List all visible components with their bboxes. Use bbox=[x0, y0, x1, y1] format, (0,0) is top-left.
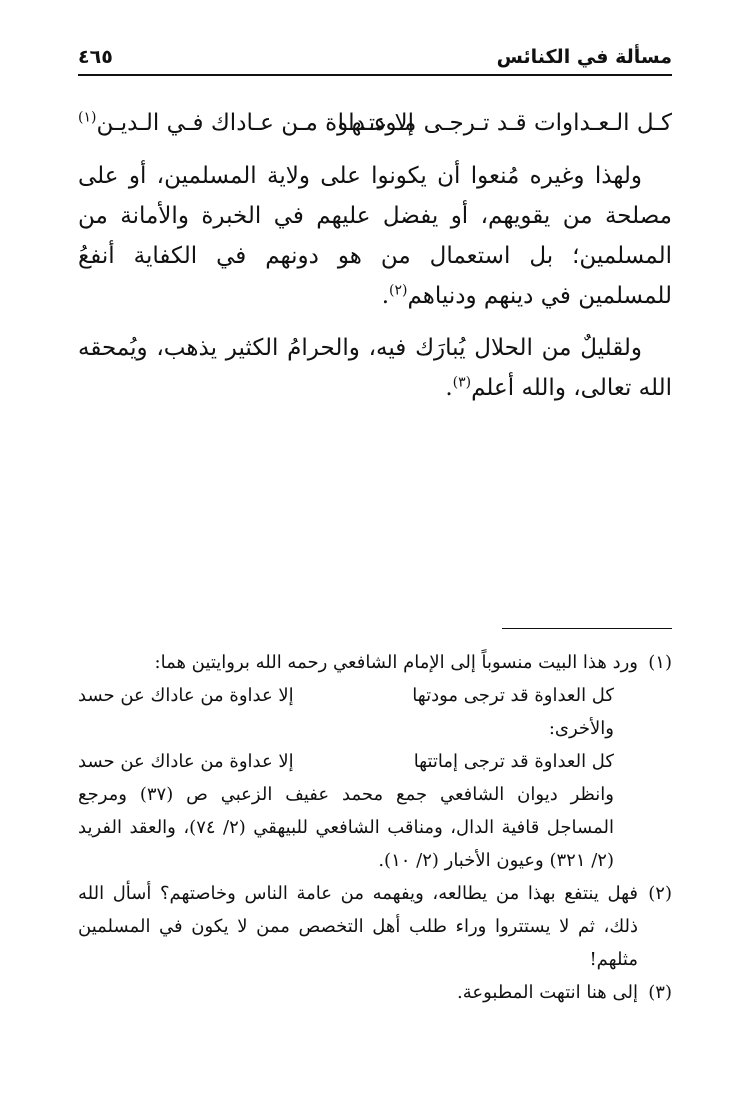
paragraph-end: . bbox=[445, 375, 453, 401]
footnote-ref-1: (١) bbox=[78, 109, 97, 126]
footnote-2 bbox=[78, 877, 672, 976]
footnote-number: (١) bbox=[648, 652, 672, 673]
page-number: ٤٦٥ bbox=[78, 46, 113, 68]
running-title: مسألة في الكنائس bbox=[496, 46, 672, 68]
hemistich-text: إلا عـداوة مـن عـاداك فـي الـديـن bbox=[96, 110, 414, 136]
footnote-text: إلى هنا انتهت المطبوعة. bbox=[457, 982, 638, 1003]
paragraph-text: ولهذا وغيره مُنعوا أن يكونوا على ولاية المسلمين، أو على مصلحة من يقويهم، أو يفضل عليهم في الخبرة والأمانة من المسلمين؛ بل استعمال من هو دونهم في الكفاية أنفعُ للمسلمين في دينهم ودنياهم bbox=[78, 163, 672, 309]
hemistich-text: كـل الـعـداوات قـد تـرجـى مـودتـهـا bbox=[337, 110, 672, 136]
footnote-verse-second-hemistich: إلا عداوة من عاداك عن حسد bbox=[78, 751, 294, 772]
footnote-divider bbox=[502, 628, 672, 629]
paragraph bbox=[78, 156, 672, 316]
footnote-intro: ورد هذا البيت منسوباً إلى الإمام الشافعي رحمه الله بروايتين هما: bbox=[154, 652, 638, 673]
footnote-1 bbox=[78, 646, 672, 877]
footnote-verse-first-hemistich: كل العداوة قد ترجى إماتتها bbox=[413, 751, 614, 772]
footnote-ref-2: (٢) bbox=[389, 282, 408, 299]
footnote-sources: وانظر ديوان الشافعي جمع محمد عفيف الزعبي ص (٣٧) ومرجع المساجل قافية الدال، ومناقب الشافعي للبيهقي (٢/ ٧٤)، والعقد الفريد (٢/ ٣٢١) وعيون الأخبار (٢/ ١٠). bbox=[78, 784, 614, 871]
footnotes-section bbox=[78, 646, 672, 1009]
footnote-text: فهل ينتفع بهذا من يطالعه، ويفهمه من عامة الناس وخاصتهم؟ أسأل الله ذلك، ثم لا يستتروا وراء طلب أهل التخصص ممن لا يكون في المسلمين مثلهم! bbox=[78, 883, 638, 970]
footnote-3 bbox=[78, 976, 672, 1009]
footnote-verse-first-hemistich: كل العداوة قد ترجى مودتها bbox=[412, 685, 614, 706]
paragraph-end: . bbox=[381, 283, 389, 309]
main-body bbox=[78, 156, 672, 408]
footnote-other-label: والأخرى: bbox=[548, 718, 614, 739]
page-header bbox=[78, 44, 672, 76]
footnote-number: (٢) bbox=[648, 883, 672, 904]
paragraph-text: ولقليلٌ من الحلال يُبارَك فيه، والحرامُ الكثير يذهب، ويُمحقه الله تعالى، والله أعلم bbox=[78, 335, 672, 401]
verse-second-hemistich bbox=[78, 110, 414, 136]
paragraph bbox=[78, 328, 672, 408]
footnote-verse-second-hemistich: إلا عداوة من عاداك عن حسد bbox=[78, 685, 294, 706]
footnote-verse bbox=[78, 745, 638, 778]
footnote-verse bbox=[78, 679, 638, 712]
footnote-number: (٣) bbox=[648, 982, 672, 1003]
poetry-verse bbox=[78, 110, 672, 148]
footnote-ref-3: (٣) bbox=[452, 374, 472, 391]
